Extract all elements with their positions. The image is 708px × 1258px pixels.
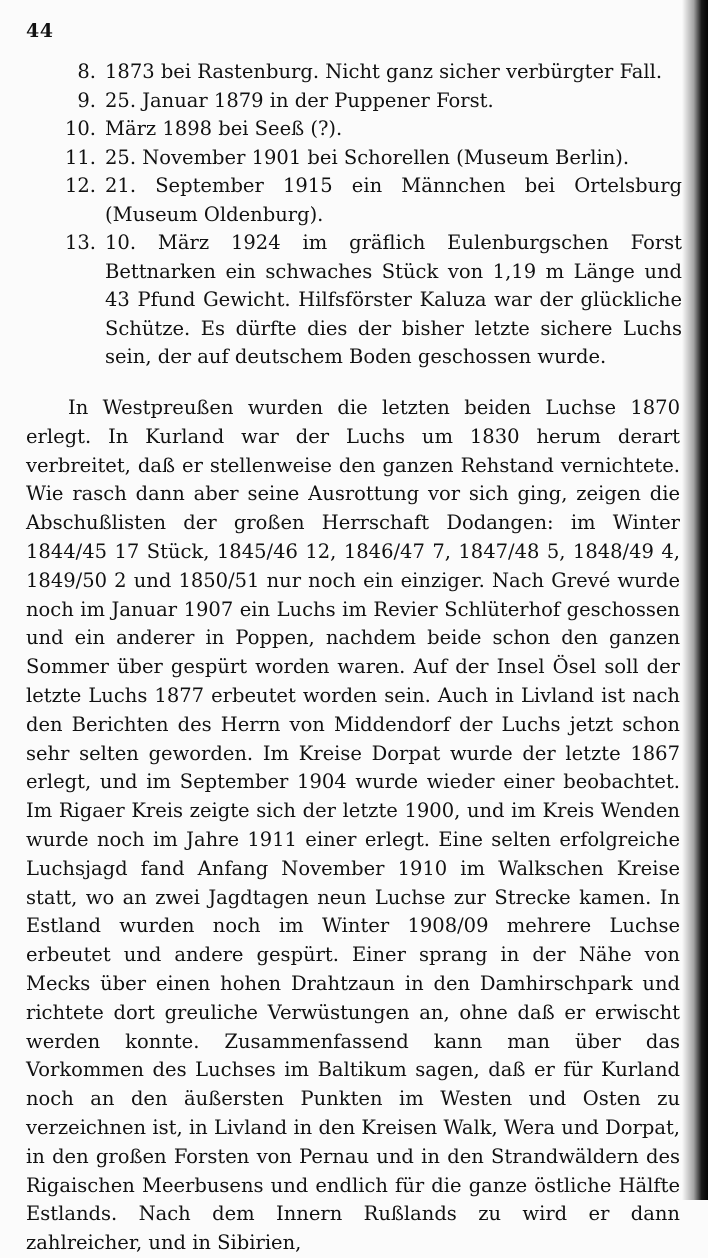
list-item-number: 10.	[64, 117, 96, 140]
list-item	[58, 229, 682, 372]
list-item	[58, 87, 682, 116]
list-item	[58, 144, 682, 173]
list-item-text: 25. Januar 1879 in der Puppener Forst.	[105, 88, 494, 112]
list-item-number: 13.	[64, 231, 96, 254]
body-paragraph: In Westpreußen wurden die letzten beiden Luchse 1870 erlegt. In Kurland war der Luchs um 1830 herum derart verbreitet, daß er stellenweise den ganzen Rehstand vernichtete. Wie rasch dann aber seine Ausrottung vor sich ging, zeigen die Abschußlisten der großen Herrschaft Dodangen: im Winter 1844/45 17 Stück, 1845/46 12, 1846/47 7, 1847/48 5, 1848/49 4, 1849/50 2 und 1850/51 nur noch ein einziger. Nach Grevé wurde noch im Januar 1907 ein Luchs im Revier Schlüterhof geschossen und ein anderer in Poppen, nachdem beide schon den ganzen Sommer über gespürt worden waren. Auf der Insel Ösel soll der letzte Luchs 1877 erbeutet worden sein. Auch in Livland ist nach den Berichten des Herrn von Middendorf der Luchs jetzt schon sehr selten geworden. Im Kreise Dorpat wurde der letzte 1867 erlegt, und im September 1904 wurde wieder einer beobachtet. Im Rigaer Kreis zeigte sich der letzte 1900, und im Kreis Wenden wurde noch im Jahre 1911 einer erlegt. Eine selten erfolgreiche Luchsjagd fand Anfang November 1910 im Walkschen Kreise statt, wo an zwei Jagdtagen neun Luchse zur Strecke kamen. In Estland wurden noch im Winter 1908/09 mehrere Luchse erbeutet und andere gespürt. Einer sprang in der Nähe von Mecks über einen hohen Drahtzaun in den Damhirschpark und richtete dort greuliche Verwüstungen an, ohne daß er erwischt werden konnte. Zusammenfassend kann man über das Vorkommen des Luchses im Baltikum sagen, daß er für Kurland noch an den äußersten Punkten im Westen und Osten zu verzeichnen ist, in Livland in den Kreisen Walk, Wera und Dorpat, in den großen Forsten von Pernau und in den Strandwäldern des Rigaischen Meerbusens und endlich für die ganze östliche Hälfte Estlands. Nach dem Innern Rußlands zu wird er dann zahlreicher, und in Sibirien,	[26, 396, 680, 1255]
list-item	[58, 172, 682, 229]
list-item-number: 12.	[64, 174, 96, 197]
list-item-text: März 1898 bei Seeß (?).	[105, 117, 343, 140]
list-item-text: 10. März 1924 im gräflich Eulenburgschen Forst Bettnarken ein schwaches Stück von 1,19 m Länge und 43 Pfund Gewicht. Hilfsförster Kaluza war der glückliche Schütze. Es dürfte dies der bisher letzte sichere Luchs sein, der auf deutschem Boden geschossen wurde.	[105, 231, 682, 368]
list-item	[58, 115, 682, 144]
list-item-number: 9.	[77, 88, 96, 112]
list-item-text: 25. November 1901 bei Schorellen (Museum Berlin).	[105, 145, 630, 169]
page-number: 44	[26, 20, 54, 42]
list-item	[58, 58, 682, 87]
page-binding-shadow	[682, 0, 708, 1200]
list-item-number: 11.	[64, 145, 96, 169]
list-item-text: 21. September 1915 ein Männchen bei Ortelsburg (Museum Oldenburg).	[105, 174, 682, 226]
list-item-text: 1873 bei Rastenburg. Nicht ganz sicher verbürgter Fall.	[105, 60, 663, 83]
record-list	[58, 58, 682, 372]
list-item-number: 8.	[77, 60, 96, 83]
